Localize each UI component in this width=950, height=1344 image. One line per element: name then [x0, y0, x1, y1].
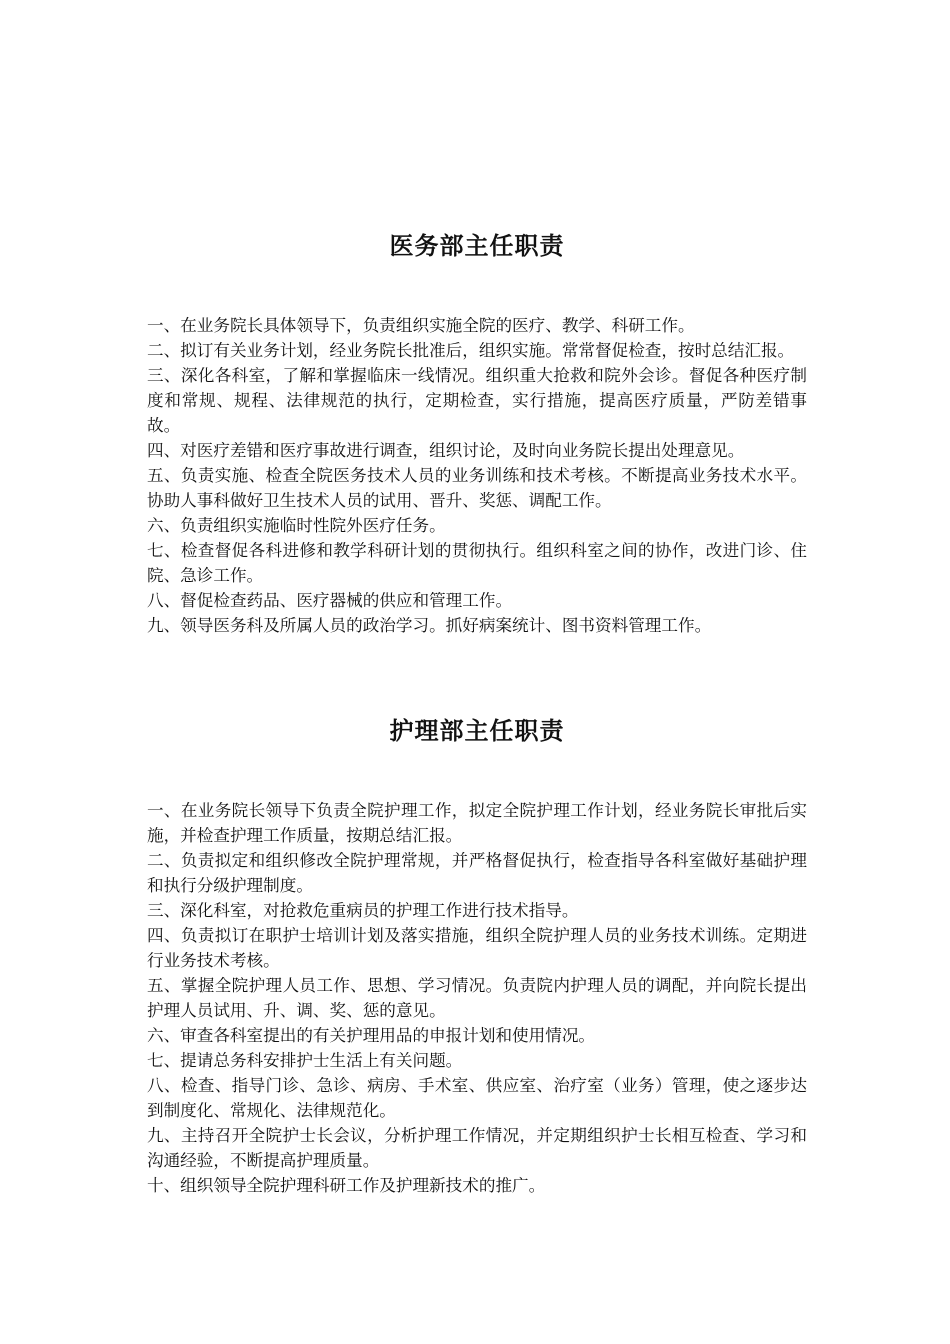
duty-item: 三、深化科室，对抢救危重病员的护理工作进行技术指导。 [147, 901, 579, 920]
duty-item: 一、在业务院长领导下负责全院护理工作，拟定全院护理工作计划，经业务院长审批后实施，并检查护理工作质量，按期总结汇报。 [147, 801, 807, 845]
duty-item: 五、负责实施、检查全院医务技术人员的业务训练和技术考核。不断提高业务技术水平。协助人事科做好卫生技术人员的试用、晋升、奖惩、调配工作。 [147, 466, 807, 510]
duty-item: 八、检查、指导门诊、急诊、病房、手术室、供应室、治疗室（业务）管理，使之逐步达到制度化、常规化、法律规范化。 [147, 1076, 807, 1120]
medical-director-duties [147, 313, 807, 638]
duty-item: 九、领导医务科及所属人员的政治学习。抓好病案统计、图书资料管理工作。 [147, 616, 712, 635]
duty-item: 五、掌握全院护理人员工作、思想、学习情况。负责院内护理人员的调配，并向院长提出护理人员试用、升、调、奖、惩的意见。 [147, 976, 807, 1020]
medical-director-title: 医务部主任职责 [389, 232, 565, 260]
nursing-director-section [147, 713, 807, 1198]
duty-item: 一、在业务院长具体领导下，负责组织实施全院的医疗、教学、科研工作。 [147, 316, 695, 335]
nursing-director-duties [147, 798, 807, 1198]
duty-item: 九、主持召开全院护士长会议，分析护理工作情况，并定期组织护士长相互检查、学习和沟通经验，不断提高护理质量。 [147, 1126, 807, 1170]
medical-director-section [147, 228, 807, 638]
duty-item: 八、督促检查药品、医疗器械的供应和管理工作。 [147, 591, 513, 610]
duty-item: 二、负责拟定和组织修改全院护理常规，并严格督促执行，检查指导各科室做好基础护理和执行分级护理制度。 [147, 851, 807, 895]
duty-item: 六、审查各科室提出的有关护理用品的申报计划和使用情况。 [147, 1026, 596, 1045]
duty-item: 三、深化各科室，了解和掌握临床一线情况。组织重大抢救和院外会诊。督促各种医疗制度和常规、规程、法律规范的执行，定期检查，实行措施，提高医疗质量，严防差错事故。 [147, 366, 807, 435]
duty-item: 四、对医疗差错和医疗事故进行调查，组织讨论，及时向业务院长提出处理意见。 [147, 441, 745, 460]
duty-item: 六、负责组织实施临时性院外医疗任务。 [147, 516, 446, 535]
nursing-director-title: 护理部主任职责 [389, 717, 565, 745]
duty-item: 七、检查督促各科进修和教学科研计划的贯彻执行。组织科室之间的协作，改进门诊、住院、急诊工作。 [147, 541, 807, 585]
duty-item: 七、提请总务科安排护士生活上有关问题。 [147, 1051, 463, 1070]
duty-item: 十、组织领导全院护理科研工作及护理新技术的推广。 [147, 1176, 546, 1195]
duty-item: 二、拟订有关业务计划，经业务院长批准后，组织实施。常常督促检查，按时总结汇报。 [147, 341, 795, 360]
duty-item: 四、负责拟订在职护士培训计划及落实措施，组织全院护理人员的业务技术训练。定期进行业务技术考核。 [147, 926, 807, 970]
